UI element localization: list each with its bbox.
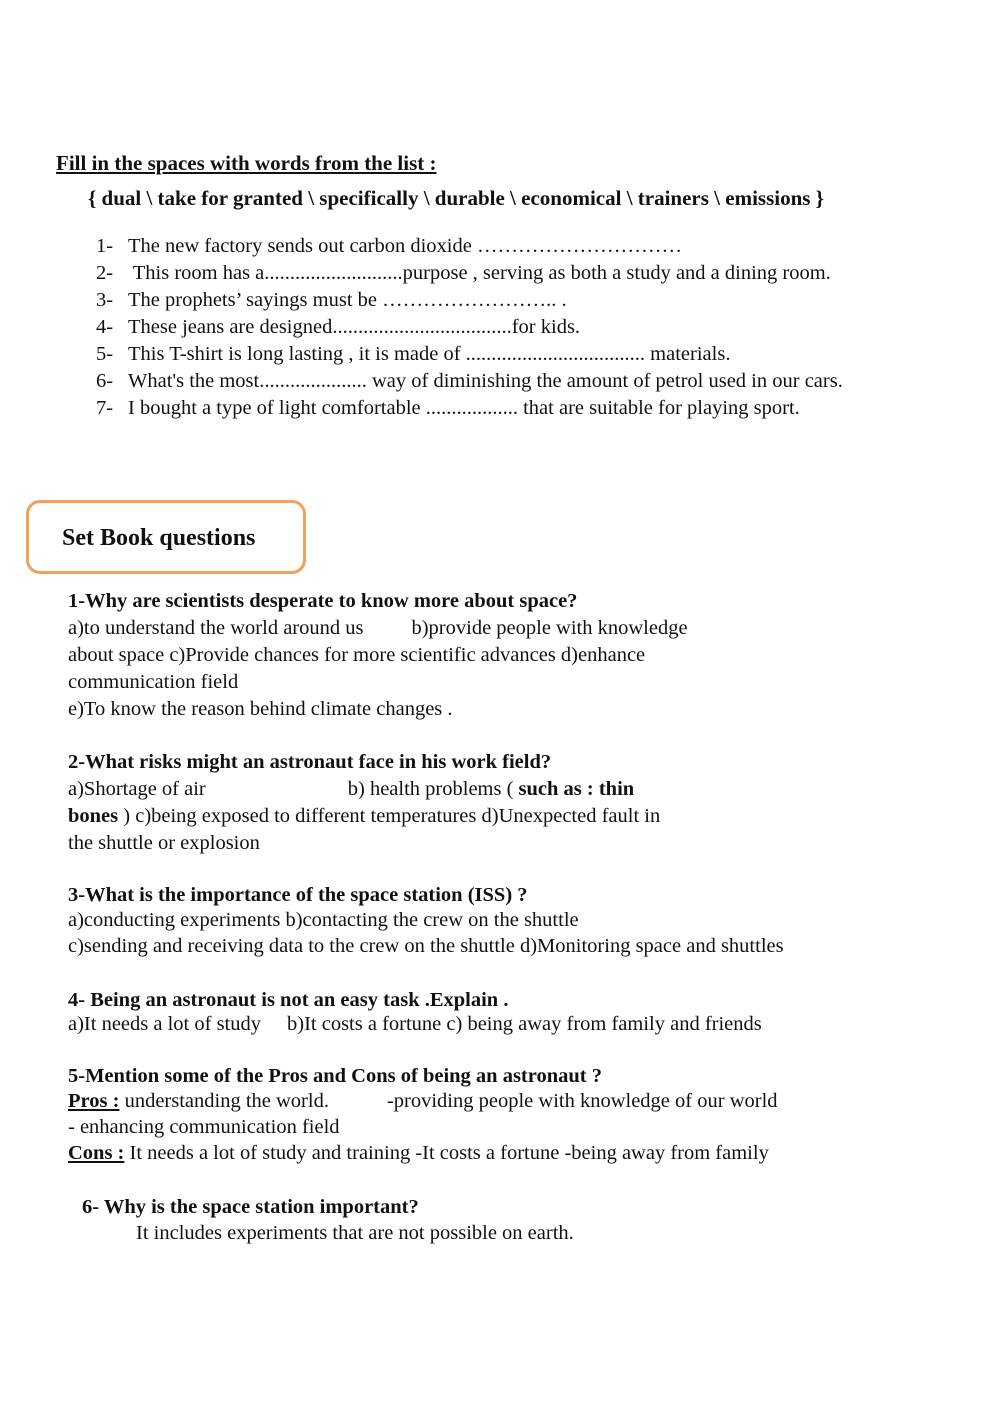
question-2-line-1: a)Shortage of air b) health problems ( such as : thin bbox=[68, 778, 635, 800]
word-list: { dual \ take for granted \ specifically \ durable \ economical \ trainers \ emissions } bbox=[88, 186, 824, 210]
list-item: 6- What's the most..................... way of diminishing the amount of petrol used in our cars. bbox=[96, 370, 843, 392]
list-item: 3- The prophets’ sayings must be …………………….. . bbox=[96, 289, 567, 311]
list-item: 1- The new factory sends out carbon dioxide ………………………… bbox=[96, 235, 682, 257]
question-1-line-1: a)to understand the world around us b)provide people with knowledge bbox=[68, 617, 688, 639]
question-5-pros-line-2: - enhancing communication field bbox=[68, 1116, 340, 1138]
question-2-title: 2-What risks might an astronaut face in his work field? bbox=[68, 751, 552, 773]
question-4-line-1: a)It needs a lot of study b)It costs a fortune c) being away from family and friends bbox=[68, 1013, 762, 1035]
question-1 bbox=[68, 588, 688, 723]
question-5-title: 5-Mention some of the Pros and Cons of being an astronaut ? bbox=[68, 1065, 602, 1087]
question-1-line-2: about space c)Provide chances for more scientific advances d)enhance bbox=[68, 644, 646, 666]
list-item: 7- I bought a type of light comfortable .................. that are suitable for playing sport. bbox=[96, 397, 800, 419]
fill-items-list bbox=[96, 233, 843, 422]
question-2-line-2: bones ) c)being exposed to different temperatures d)Unexpected fault in bbox=[68, 805, 661, 827]
question-3-line-2: c)sending and receiving data to the crew on the shuttle d)Monitoring space and shuttles bbox=[68, 935, 784, 957]
question-5-cons: Cons : It needs a lot of study and training -It costs a fortune -being away from family bbox=[68, 1142, 769, 1164]
list-item: 4- These jeans are designed...................................for kids. bbox=[96, 316, 581, 338]
question-2 bbox=[68, 749, 660, 857]
question-3-line-1: a)conducting experiments b)contacting the crew on the shuttle bbox=[68, 909, 579, 931]
question-6-title: 6- Why is the space station important? bbox=[82, 1196, 419, 1218]
set-book-title-box bbox=[26, 500, 306, 574]
question-6-answer: It includes experiments that are not possible on earth. bbox=[136, 1222, 574, 1244]
question-1-title: 1-Why are scientists desperate to know more about space? bbox=[68, 590, 578, 612]
question-6 bbox=[82, 1194, 574, 1247]
question-5-pros: Pros : understanding the world. -providing people with knowledge of our world bbox=[68, 1090, 778, 1112]
question-1-line-4: e)To know the reason behind climate changes . bbox=[68, 698, 453, 720]
question-3 bbox=[68, 882, 784, 960]
question-4 bbox=[68, 987, 762, 1038]
question-1-line-3: communication field bbox=[68, 671, 239, 693]
question-5 bbox=[68, 1063, 778, 1167]
question-2-line-3: the shuttle or explosion bbox=[68, 832, 260, 854]
set-book-title: Set Book questions bbox=[62, 525, 256, 551]
list-item: 5- This T-shirt is long lasting , it is made of ................................... materials. bbox=[96, 343, 731, 365]
fill-heading: Fill in the spaces with words from the list : bbox=[56, 151, 437, 175]
question-4-title: 4- Being an astronaut is not an easy task .Explain . bbox=[68, 989, 509, 1011]
list-item: 2- This room has a...........................purpose , serving as both a study and a dining room. bbox=[96, 262, 831, 284]
question-3-title: 3-What is the importance of the space station (ISS) ? bbox=[68, 884, 528, 906]
